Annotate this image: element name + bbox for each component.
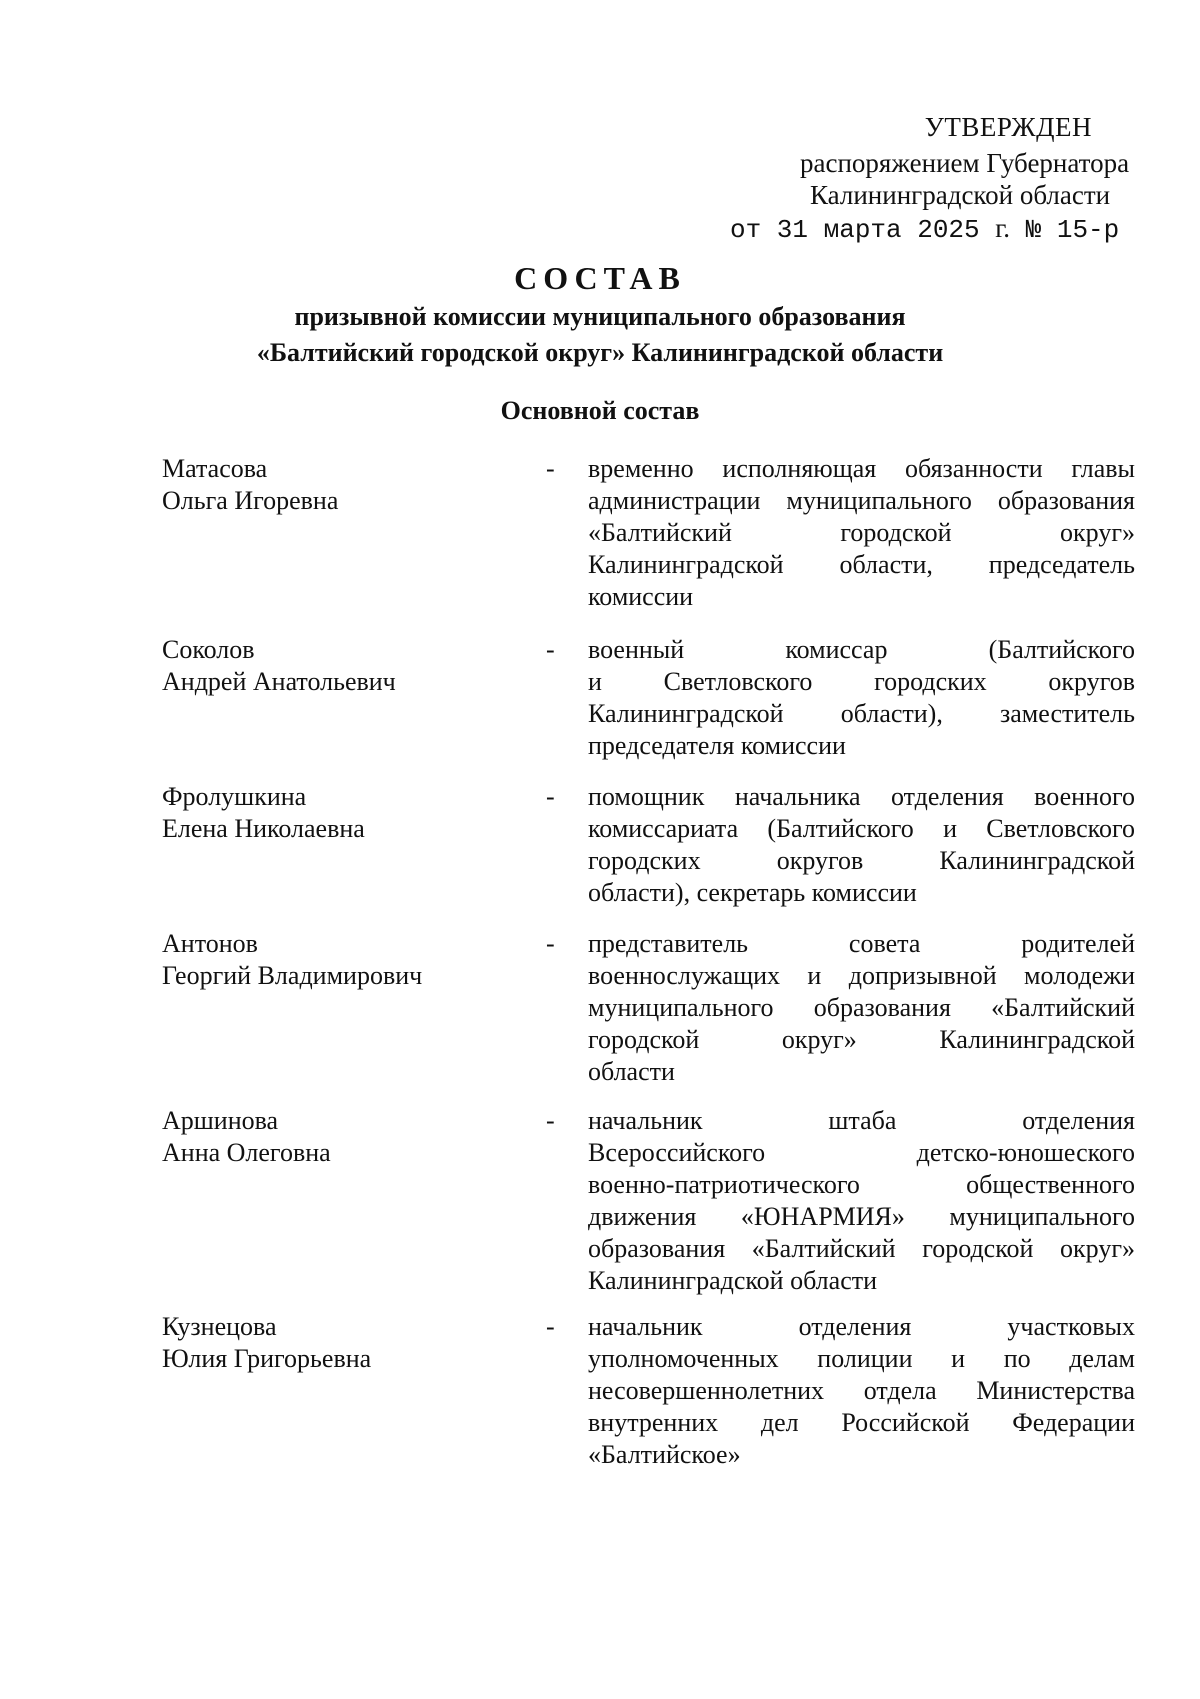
member-role-line: городских округов Калининградской bbox=[588, 846, 1135, 875]
member-given-names: Андрей Анатольевич bbox=[162, 667, 396, 696]
member-role-line: области), секретарь комиссии bbox=[588, 878, 917, 907]
member-role-line: муниципального образования «Балтийский bbox=[588, 993, 1135, 1022]
member-role bbox=[588, 1311, 1135, 1471]
member-surname: Соколов bbox=[162, 635, 255, 664]
member-role-line: и Светловского городских округов bbox=[588, 667, 1135, 696]
approval-date-year-suffix: г. bbox=[995, 213, 1011, 243]
member-dash: - bbox=[546, 1312, 555, 1341]
section-heading: Основной состав bbox=[500, 396, 700, 425]
member-role bbox=[588, 928, 1135, 1088]
approval-line-1: распоряжением Губернатора bbox=[800, 148, 1130, 178]
member-dash: - bbox=[546, 454, 555, 483]
member-role bbox=[588, 634, 1135, 762]
member-name bbox=[162, 634, 502, 698]
member-name bbox=[162, 928, 502, 992]
member-role-line: администрации муниципального образования bbox=[588, 486, 1135, 515]
member-role-line: военный комиссар (Балтийского bbox=[588, 635, 1135, 664]
approval-date-value: от 31 марта 2025 bbox=[730, 215, 980, 245]
member-given-names: Юлия Григорьевна bbox=[162, 1344, 372, 1373]
member-role-line: внутренних дел Российской Федерации bbox=[588, 1408, 1135, 1437]
member-given-names: Анна Олеговна bbox=[162, 1138, 331, 1167]
member-role-line: начальник штаба отделения bbox=[588, 1106, 1135, 1135]
member-dash: - bbox=[546, 782, 555, 811]
member-role-line: образования «Балтийский городской округ» bbox=[588, 1234, 1135, 1263]
member-role-line: временно исполняющая обязанности главы bbox=[588, 454, 1135, 483]
member-role bbox=[588, 1105, 1135, 1297]
member-role-line: представитель совета родителей bbox=[588, 929, 1135, 958]
member-given-names: Елена Николаевна bbox=[162, 814, 365, 843]
member-role-line: Калининградской области), заместитель bbox=[588, 699, 1135, 728]
approval-title: УТВЕРЖДЕН bbox=[924, 112, 1092, 142]
member-role-line: военнослужащих и допризывной молодежи bbox=[588, 961, 1135, 990]
member-role-line: военно-патриотического общественного bbox=[588, 1170, 1135, 1199]
member-surname: Кузнецова bbox=[162, 1312, 277, 1341]
member-surname: Фролушкина bbox=[162, 782, 307, 811]
member-given-names: Ольга Игоревна bbox=[162, 486, 339, 515]
member-role-line: комиссии bbox=[588, 582, 694, 611]
member-surname: Антонов bbox=[162, 929, 258, 958]
member-name bbox=[162, 1105, 502, 1169]
member-role-line: несовершеннолетних отдела Министерства bbox=[588, 1376, 1135, 1405]
member-name bbox=[162, 781, 502, 845]
member-role bbox=[588, 781, 1135, 909]
member-role-line: комиссариата (Балтийского и Светловского bbox=[588, 814, 1135, 843]
member-surname: Аршинова bbox=[162, 1106, 279, 1135]
member-role-line: «Балтийское» bbox=[588, 1440, 741, 1469]
member-surname: Матасова bbox=[162, 454, 268, 483]
member-dash: - bbox=[546, 635, 555, 664]
member-role-line: Всероссийского детско-юношеского bbox=[588, 1138, 1135, 1167]
member-role-line: движения «ЮНАРМИЯ» муниципального bbox=[588, 1202, 1135, 1231]
member-given-names: Георгий Владимирович bbox=[162, 961, 423, 990]
member-name bbox=[162, 453, 502, 517]
member-role-line: председателя комиссии bbox=[588, 731, 846, 760]
member-name bbox=[162, 1311, 502, 1375]
approval-line-2: Калининградской области bbox=[810, 180, 1111, 210]
member-role-line: городской округ» Калининградской bbox=[588, 1025, 1135, 1054]
member-role-line: начальник отделения участковых bbox=[588, 1312, 1135, 1341]
document-subtitle-line-2: «Балтийский городской округ» Калининградской области bbox=[256, 338, 944, 367]
member-role bbox=[588, 453, 1135, 613]
document-subtitle-line-1: призывной комиссии муниципального образования bbox=[294, 302, 906, 331]
member-role-line: уполномоченных полиции и по делам bbox=[588, 1344, 1135, 1373]
member-role-line: «Балтийский городской округ» bbox=[588, 518, 1135, 547]
approval-number: № 15-р bbox=[1025, 215, 1120, 245]
member-role-line: области bbox=[588, 1057, 675, 1086]
document-title: СОСТАВ bbox=[514, 260, 686, 296]
member-role-line: Калининградской области, председатель bbox=[588, 550, 1135, 579]
member-role-line: Калининградской области bbox=[588, 1266, 878, 1295]
member-dash: - bbox=[546, 1106, 555, 1135]
member-role-line: помощник начальника отделения военного bbox=[588, 782, 1135, 811]
member-dash: - bbox=[546, 929, 555, 958]
